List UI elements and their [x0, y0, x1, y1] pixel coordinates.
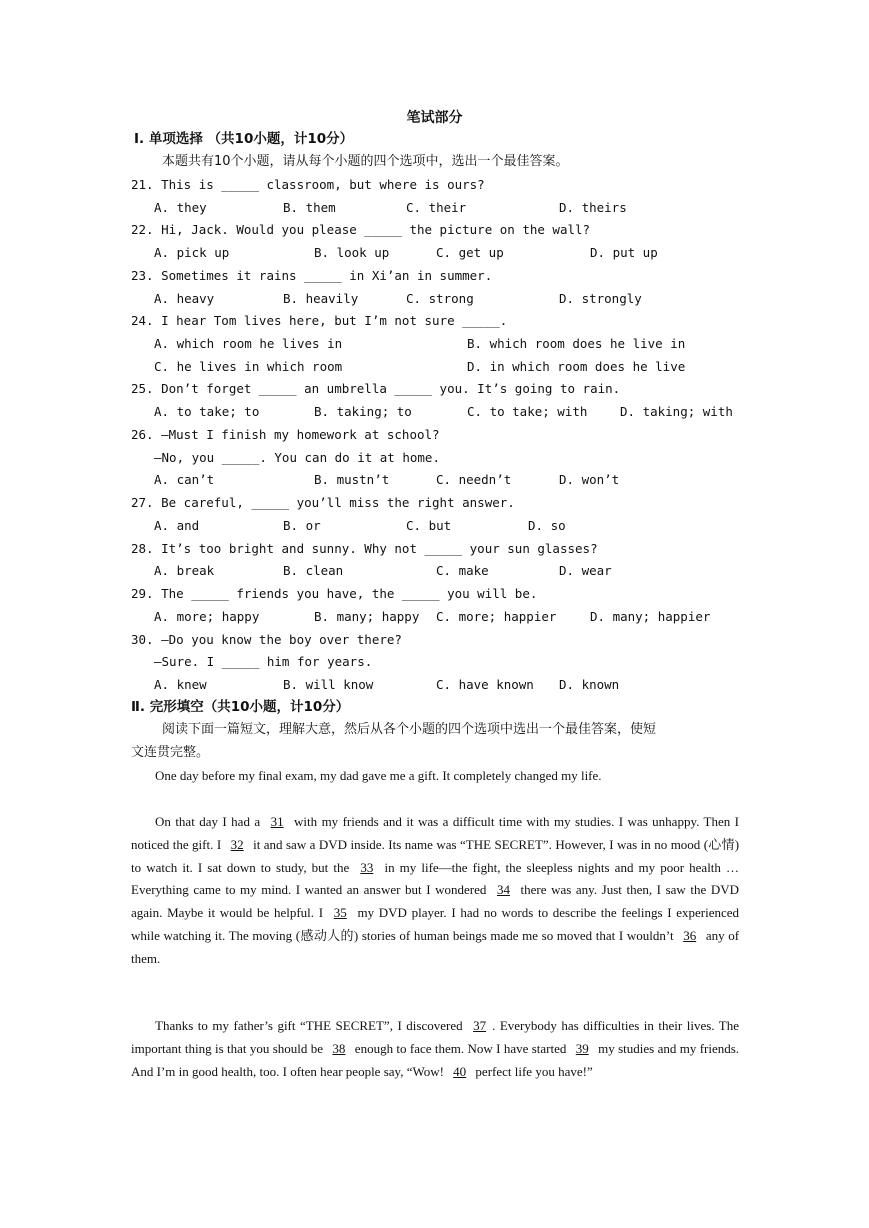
- option-b: B. many; happy: [314, 609, 420, 624]
- option-c: C. more; happier: [436, 609, 557, 624]
- passage-paragraph-2: On that day I had a 31 with my friends and it was a difficult time with my studies. I was unhappy. Then I noticed the gift. I 32 it and saw a DVD inside. Its name was “THE SECRET”. However, I was in no mood (心情) to watch it. I sat down to study, but the 33 in my life—the fight, the sleepless nights and my poor health … Everything came to my mind. I wanted an answer but I wondered 34 there was any. Just then, I saw the DVD again. Maybe it would be helpful. I 35 my DVD player. I had no words to describe the feelings I experienced while watching it. The moving (感动人的) stories of human beings made me so moved that I wouldn’t 36 any of them.: [131, 814, 740, 966]
- option-a: A. and: [154, 518, 200, 533]
- option-b: B. taking; to: [314, 404, 412, 419]
- question-stem: 23. Sometimes it rains _____ in Xi’an in summer.: [131, 268, 493, 283]
- section1-instruction: 本题共有10个小题，请从每个小题的四个选项中，选出一个最佳答案。: [162, 154, 569, 169]
- question-stem: 26. —Must I finish my homework at school?: [131, 427, 440, 442]
- option-c: C. have known: [436, 677, 534, 692]
- option-d: D. strongly: [559, 291, 642, 306]
- option-b: B. look up: [314, 245, 390, 260]
- option-a: A. pick up: [154, 245, 230, 260]
- section2-instruction: 阅读下面一篇短文，理解大意，然后从各个小题的四个选项中选出一个最佳答案，使短: [162, 722, 657, 737]
- option-a: A. more; happy: [154, 609, 260, 624]
- option-b: B. clean: [283, 563, 344, 578]
- question-stem-reply: —No, you _____. You can do it at home.: [154, 450, 440, 465]
- option-c: C. strong: [406, 291, 474, 306]
- option-c: C. to take; with: [467, 404, 588, 419]
- option-c: C. their: [406, 200, 467, 215]
- blank-32[interactable]: 32: [230, 836, 244, 852]
- blank-38[interactable]: 38: [332, 1040, 346, 1056]
- question-stem: 25. Don’t forget _____ an umbrella _____ you. It’s going to rain.: [131, 381, 621, 396]
- question-stem: 29. The _____ friends you have, the _____ you will be.: [131, 586, 538, 601]
- option-c: C. needn’t: [436, 472, 512, 487]
- option-a: A. which room he lives in: [154, 336, 343, 351]
- option-b: B. will know: [283, 677, 374, 692]
- question-stem: 21. This is _____ classroom, but where is ours?: [131, 177, 485, 192]
- option-d: D. many; happier: [590, 609, 711, 624]
- option-b: B. which room does he live in: [467, 336, 686, 351]
- blank-37[interactable]: 37: [473, 1018, 487, 1033]
- option-b: B. mustn’t: [314, 472, 390, 487]
- option-c: C. make: [436, 563, 489, 578]
- question-stem: 27. Be careful, _____ you’ll miss the right answer.: [131, 495, 515, 510]
- option-d: D. theirs: [559, 200, 627, 215]
- option-b: B. heavily: [283, 291, 359, 306]
- option-d: D. so: [528, 518, 566, 533]
- option-d: D. known: [559, 677, 620, 692]
- option-a: A. they: [154, 200, 207, 215]
- option-d: D. put up: [590, 245, 658, 260]
- option-d: D. won’t: [559, 472, 620, 487]
- question-stem-reply: —Sure. I _____ him for years.: [154, 654, 373, 669]
- section2-heading: Ⅱ. 完形填空（共10小题，计10分）: [131, 699, 350, 715]
- option-b: B. them: [283, 200, 336, 215]
- section2-instruction-cont: 文连贯完整。: [131, 745, 210, 760]
- question-stem: 30. —Do you know the boy over there?: [131, 632, 402, 647]
- blank-31[interactable]: 31: [270, 814, 284, 829]
- option-a: A. break: [154, 563, 215, 578]
- blank-39[interactable]: 39: [575, 1040, 589, 1056]
- passage-paragraph-1: One day before my final exam, my dad gave me a gift. It completely changed my life.: [155, 768, 602, 783]
- option-c: C. he lives in which room: [154, 359, 343, 374]
- option-a: A. can’t: [154, 472, 215, 487]
- option-c: C. get up: [436, 245, 504, 260]
- option-d: D. taking; with: [620, 404, 733, 419]
- option-a: A. heavy: [154, 291, 215, 306]
- blank-40[interactable]: 40: [453, 1063, 467, 1079]
- question-stem: 24. I hear Tom lives here, but I’m not sure _____.: [131, 313, 508, 328]
- option-c: C. but: [406, 518, 452, 533]
- option-d: D. in which room does he live: [467, 359, 686, 374]
- question-stem: 28. It’s too bright and sunny. Why not _____ your sun glasses?: [131, 541, 598, 556]
- page-title: 笔试部分: [406, 110, 463, 126]
- blank-34[interactable]: 34: [496, 882, 510, 898]
- blank-36[interactable]: 36: [683, 927, 697, 943]
- blank-35[interactable]: 35: [333, 905, 347, 921]
- passage-paragraph-3: Thanks to my father’s gift “THE SECRET”, I discovered 37 . Everybody has difficulties in their lives. The important thing is that you should be 38 enough to face them. Now I have started 39 my studies and my friends. And I’m in good health, too. I often hear people say, “Wow! 40 perfect life you have!”: [131, 1018, 740, 1079]
- blank-33[interactable]: 33: [360, 859, 374, 875]
- section1-heading: Ⅰ. 单项选择 （共10小题，计10分）: [134, 131, 354, 147]
- option-b: B. or: [283, 518, 321, 533]
- option-a: A. knew: [154, 677, 207, 692]
- option-a: A. to take; to: [154, 404, 260, 419]
- option-d: D. wear: [559, 563, 612, 578]
- question-stem: 22. Hi, Jack. Would you please _____ the picture on the wall?: [131, 222, 591, 237]
